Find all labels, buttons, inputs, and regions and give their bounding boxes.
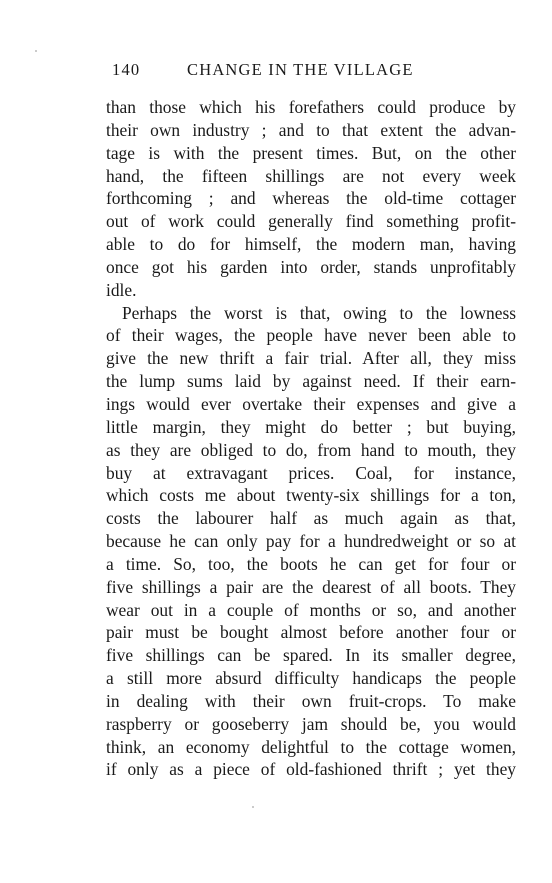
text-line: if only as a piece of old-fashioned thrift ; yet they bbox=[106, 759, 516, 780]
text-line: than those which his forefathers could produce by bbox=[106, 97, 516, 117]
text-line: ings would ever overtake their expenses and give a bbox=[106, 393, 516, 414]
text-line: as they are obliged to do, from hand to mouth, they bbox=[106, 439, 516, 460]
text-line: pair must be bought almost before another four or bbox=[106, 622, 516, 643]
page-number: 140 bbox=[112, 60, 141, 79]
text-line: their own industry ; and to that extent the advan- bbox=[106, 119, 516, 140]
text-line: out of work could generally find something profit- bbox=[106, 211, 516, 232]
text-line: the lump sums laid by against need. If their earn- bbox=[106, 371, 516, 392]
running-head: CHANGE IN THE VILLAGE bbox=[187, 60, 414, 79]
text-line: a still more absurd difficulty handicaps the people bbox=[106, 668, 516, 689]
text-line: little margin, they might do better ; but buying, bbox=[106, 416, 516, 437]
text-line: hand, the fifteen shillings are not every week bbox=[106, 165, 516, 186]
page-header bbox=[112, 60, 512, 84]
text-line: once got his garden into order, stands unprofitably bbox=[106, 256, 516, 277]
text-line: five shillings can be spared. In its smaller degree, bbox=[106, 645, 516, 666]
body-text bbox=[106, 96, 516, 781]
text-line: think, an economy delightful to the cottage women, bbox=[106, 736, 516, 757]
text-line: able to do for himself, the modern man, having bbox=[106, 234, 516, 255]
text-line: costs the labourer half as much again as that, bbox=[106, 508, 516, 529]
text-line: wear out in a couple of months or so, and another bbox=[106, 599, 516, 620]
text-line: buy at extravagant prices. Coal, for instance, bbox=[106, 462, 516, 483]
text-line: in dealing with their own fruit-crops. To make bbox=[106, 690, 516, 711]
text-line: tage is with the present times. But, on the other bbox=[106, 142, 516, 163]
text-line: because he can only pay for a hundredweight or so at bbox=[106, 531, 516, 552]
text-line: a time. So, too, the boots he can get for four or bbox=[106, 553, 516, 574]
text-line: which costs me about twenty-six shillings for a ton, bbox=[106, 485, 516, 506]
paper-speck bbox=[252, 806, 254, 808]
text-line: Perhaps the worst is that, owing to the lowness bbox=[122, 302, 516, 323]
paragraph-1 bbox=[106, 96, 516, 302]
paragraph-2 bbox=[106, 302, 516, 782]
text-line: five shillings a pair are the dearest of all boots. They bbox=[106, 576, 516, 597]
text-line: raspberry or gooseberry jam should be, you would bbox=[106, 713, 516, 734]
text-line: idle. bbox=[106, 279, 137, 300]
text-line: of their wages, the people have never been able to bbox=[106, 325, 516, 346]
text-line: give the new thrift a fair trial. After all, they miss bbox=[106, 348, 516, 369]
paper-speck bbox=[35, 50, 37, 52]
text-line: forthcoming ; and whereas the old-time cottager bbox=[106, 188, 516, 209]
